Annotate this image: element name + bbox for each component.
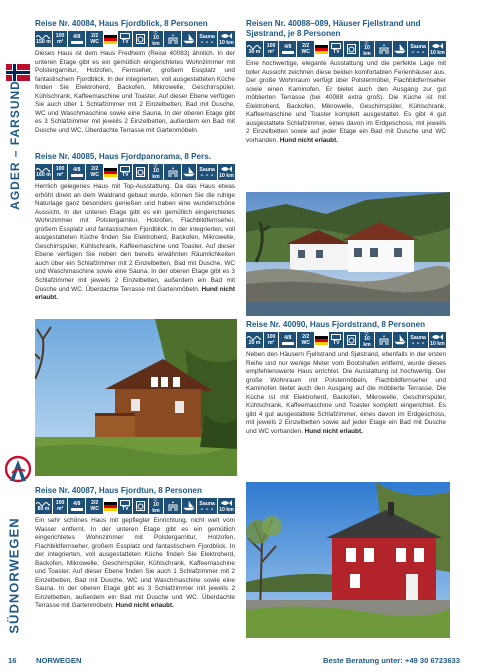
sidebar: [0, 0, 29, 672]
tv-icon: TV: [118, 498, 132, 514]
bedrooms-icon: 4/8: [68, 31, 85, 47]
washing-machine-icon: [344, 41, 358, 57]
property-description: Eine hochwertige, elegante Ausstattung und die perfekte Lage mit toller Aussicht zeichnen diese beiden komfortablen Ferienhäuser aus. Der große Wohnraum verfügt über Polstermöbel, Flachbildfernseher sowie einen Kaminofen. Er bietet auch den Ausgang zur gut möblierten Terrasse (bei 40088 extra groß). Die Küche ist mit Elektroherd, Backofen, Mikrowelle, Geschirrspüler, Kühlschrank, Kaffeemaschine und Toaster komplett ausgestattet. Es gibt 4 gut ausgestattete Schlafzimmer, eines davon im Erdgeschoss, mit jeweils 2 Einzelbetten sowie auf jeder Etage ein Bad mit Dusche und WC vorhanden. Hund nicht erlaubt.: [246, 60, 446, 144]
fishing-icon: 10 km: [429, 332, 446, 348]
bathrooms-icon: 2/2 WC: [86, 498, 103, 514]
boat-icon: [182, 164, 196, 180]
sauna-icon: Sauna: [197, 498, 217, 514]
property-40088-089: [246, 19, 446, 145]
german-flag-icon: [315, 41, 328, 57]
property-40090: [246, 320, 446, 436]
distance-water-icon: 30 m: [246, 41, 263, 57]
property-title: Reisen Nr. 40088–089, Häuser Fjellstrand und Sjøstrand, je 8 Personen: [246, 19, 421, 38]
distance-water-icon: 150 m: [35, 31, 52, 47]
wifi-icon: 10 km: [149, 498, 163, 514]
distance-water-icon: 80 m: [35, 498, 52, 514]
area-icon: 100 m²: [53, 498, 67, 514]
fishing-icon: 10 km: [218, 164, 235, 180]
photo-haeuser-fjellstrand-sjostrand: [246, 192, 450, 316]
tv-icon: TV: [329, 41, 343, 57]
washing-machine-icon: [133, 164, 147, 180]
washing-machine-icon: [133, 498, 147, 514]
sauna-icon: Sauna: [408, 41, 428, 57]
area-icon: 100 m²: [264, 41, 278, 57]
bathrooms-icon: 2/2 WC: [86, 164, 103, 180]
photo-haus-fjordtun: [246, 482, 450, 638]
distance-water-icon: 20 m: [246, 332, 263, 348]
property-title: Reise Nr. 40085, Haus Fjordpanorama, 8 Pers.: [35, 152, 211, 161]
property-title: Reise Nr. 40087, Haus Fjordtun, 8 Personen: [35, 486, 202, 495]
washing-machine-icon: [133, 31, 147, 47]
pet-policy: Hund nicht erlaubt.: [279, 136, 338, 144]
bathrooms-icon: 2/2 WC: [297, 41, 314, 57]
amenity-icons: [35, 31, 235, 47]
property-description: Ein sehr schönes Haus mit gepflegter Einrichtung, nicht weit vom Wasser entfernt. In der unteren Etage gibt es ein gemütlich eingerichtetes Wohnzimmer mit Polstergarnitur, Holzofen, Flachbildfernseher, großem Essplatz und fantastischem Fjordblick. In der integrierten, voll ausgestatteten Küche finden Sie Elektroherd, Backofen, Mikrowelle, Geschirrspüler, Kühlschrank, Kaffeemaschine und Toaster. Auf dieser Ebene finden Sie auch 1 Schlafzimmer mit 2 Einzelbetten, Bad mit Dusche, WC und Waschmaschine sowie eine Sauna. In der oberen Etage gibt es 3 Schlafzimmer mit jeweils 2 Einzelbetten, außerdem ein Bad mit Dusche und WC. Überdachte Terrasse mit Gartenmöbeln. Hund nicht erlaubt.: [35, 517, 235, 610]
german-flag-icon: [315, 332, 328, 348]
region-label: AGDER – FARSUND: [7, 80, 22, 210]
wifi-icon: 10 km: [360, 332, 374, 348]
property-40087: [35, 486, 235, 611]
footer-country: NORWEGEN: [36, 656, 82, 665]
area-icon: 100 m²: [53, 164, 67, 180]
tv-icon: TV: [329, 332, 343, 348]
sauna-icon: Sauna: [197, 164, 217, 180]
norway-flag-icon: [6, 64, 30, 81]
fishing-icon: 10 km: [218, 31, 235, 47]
boat-icon: [393, 41, 407, 57]
fireplace-icon: [164, 31, 181, 47]
page-footer: [0, 650, 480, 672]
distance-water-icon: 160 m: [35, 164, 52, 180]
bathrooms-icon: 2/2 WC: [297, 332, 314, 348]
sauna-icon: Sauna: [197, 31, 217, 47]
fireplace-icon: [375, 41, 392, 57]
pet-policy: Hund nicht erlaubt.: [304, 427, 363, 435]
bathrooms-icon: 2/2 WC: [86, 31, 103, 47]
tv-icon: TV: [118, 164, 132, 180]
boat-icon: [182, 31, 196, 47]
property-40085: [35, 152, 235, 303]
amenity-icons: [246, 41, 446, 57]
country-label: SÜDNORWEGEN: [7, 516, 22, 634]
boat-icon: [182, 498, 196, 514]
fireplace-icon: [164, 164, 181, 180]
wifi-icon: 10 km: [360, 41, 374, 57]
property-40084: [35, 19, 235, 135]
fireplace-icon: [375, 332, 392, 348]
wifi-icon: 10 km: [149, 31, 163, 47]
photo-haus-fjordpanorama: [35, 319, 237, 476]
fireplace-icon: [164, 498, 181, 514]
bedrooms-icon: 4/8: [279, 332, 296, 348]
bedrooms-icon: 4/8: [68, 164, 85, 180]
fishing-icon: 10 km: [429, 41, 446, 57]
brand-logo-icon: [5, 455, 31, 485]
page-number: 16: [8, 656, 17, 665]
property-description: Neben den Häusern Fjellstrand und Sjøstrand, ebenfalls in der ersten Reihe und nur wenige Meter vom Bootshafen entfernt, wurde dieses empfehlenswerte Haus errichtet. Die Ausstattung ist hochwertig. Der große Wohnraum mit Polstermöbeln, Flachbildfernseher und Kaminofen bietet auch den Ausgang auf die möblierte Terrasse. Die Küche ist mit Elektroherd, Backofen, Mikrowelle, Geschirrspüler, Kühlschrank, Kaffeemaschine und Toaster komplett eingerichtet. Es gibt 4 gut ausgestattete Schlafzimmer, eines davon im Erdgeschoss, mit jeweils 2 Einzelbetten sowie auf jeder Etage ein Bad mit Dusche und WC vorhanden. Hund nicht erlaubt.: [246, 351, 446, 435]
german-flag-icon: [104, 164, 117, 180]
footer-contact: Beste Beratung unter: +49 30 6723633: [323, 656, 460, 665]
wifi-icon: 10 km: [149, 164, 163, 180]
german-flag-icon: [104, 498, 117, 514]
tv-icon: TV: [118, 31, 132, 47]
amenity-icons: [35, 498, 235, 514]
washing-machine-icon: [344, 332, 358, 348]
area-icon: 100 m²: [264, 332, 278, 348]
property-description: Herrlich gelegenes Haus mit Top-Ausstattung. Da das Haus etwas erhöht direkt an dem Waldrand gebaut wurde, können Sie die ruhige Naturlage ganz besonders genießen und haben eine wunderschöne Aussicht. In der unteren Etage gibt es ein gemütlich eingerichtetes Wohnzimmer mit Polstergarnitur, Holzofen, Flachbildfernseher, großem Essplatz und fantastischem Fjordblick. In der integrierten, voll ausgestatteten Küche finden Sie Elektroherd, Backofen, Mikrowelle, Geschirrspüler, Kühlschrank, Kaffeemaschine und Toaster. Auf dieser Ebene verfügen Sie neben den bereits erwähnten Räumlichkeiten auch über ein Schlafzimmer mit 2 Einzelbetten, Bad mit Dusche, WC und Waschmaschine sowie eine Sauna. In der oberen Etage gibt es 3 Schlafzimmer mit jeweils 2 Einzelbetten, außerdem ein Bad mit Dusche und WC. Überdachte Terrasse mit Gartenmöbeln. Hund nicht erlaubt.: [35, 183, 236, 302]
amenity-icons: [35, 164, 235, 180]
property-title: Reise Nr. 40090, Haus Fjordstrand, 8 Personen: [246, 320, 426, 329]
fishing-icon: 10 km: [218, 498, 235, 514]
pet-policy: Hund nicht erlaubt.: [115, 602, 174, 610]
property-description: Dieses Haus ist dem Haus Fredheim (Reise 40083) ähnlich. In der unteren Etage gibt es ein gemütlich eingerichtetes Wohnzimmer mit Polstergarnitur, Holzofen, Fernseher, großem Essplatz und fantastischem Fjordblick. In der integrierten, voll ausgestatteten Küche finden Sie Elektroherd, Backofen, Mikrowelle, Geschirrspüler, Kühlschrank, Kaffeemaschine und Toaster. Auf dieser Ebene verfügen Sie auch über 1 Schlafzimmer mit 2 Einzelbetten, Bad mit Dusche, WC und Waschmaschine sowie eine Sauna. In der oberen Etage gibt es 3 Schlafzimmer mit jeweils 2 Einzelbetten, außerdem ein Bad mit Dusche und WC. Überdachte Terrasse mit Gartenmöbeln.: [35, 50, 235, 134]
pet-policy: Hund nicht erlaubt.: [35, 285, 236, 302]
amenity-icons: [246, 332, 446, 348]
sauna-icon: Sauna: [408, 332, 428, 348]
area-icon: 100 m²: [53, 31, 67, 47]
boat-icon: [393, 332, 407, 348]
bedrooms-icon: 4/8: [279, 41, 296, 57]
german-flag-icon: [104, 31, 117, 47]
bedrooms-icon: 4/8: [68, 498, 85, 514]
property-title: Reise Nr. 40084, Haus Fjordblick, 8 Personen: [35, 19, 208, 28]
